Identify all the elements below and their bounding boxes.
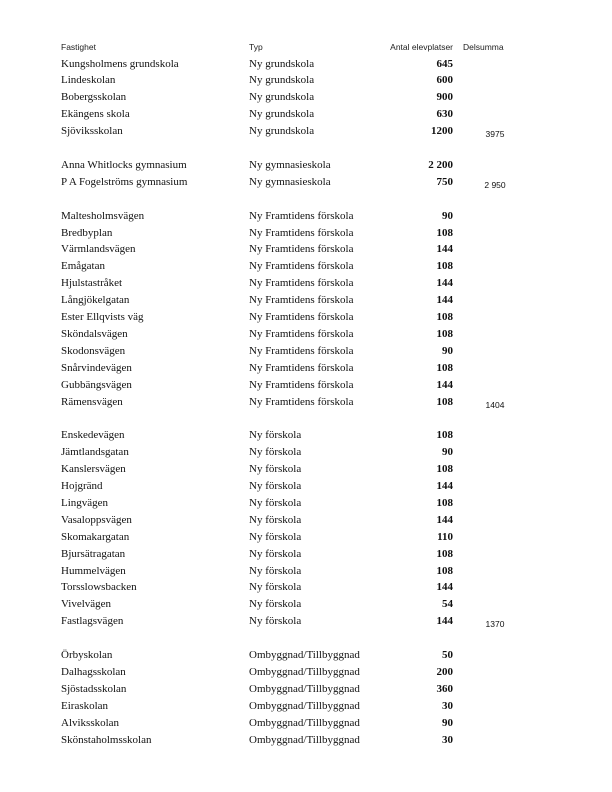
subtotal: 3975 xyxy=(485,129,505,140)
table-row xyxy=(0,210,612,226)
student-places: 360 xyxy=(436,682,453,695)
property-name: Bobergsskolan xyxy=(61,91,127,104)
property-name: Jämtlandsgatan xyxy=(61,446,129,459)
header-antal-elevplatser: Antal elevplatser xyxy=(390,42,453,52)
property-name: Torsslowsbacken xyxy=(61,581,137,594)
property-type: Ny grundskola xyxy=(249,74,315,87)
student-places: 108 xyxy=(436,260,453,273)
property-name: Värmlandsvägen xyxy=(61,243,136,256)
property-type: Ny Framtidens förskola xyxy=(249,378,354,391)
property-type: Ny gymnasieskola xyxy=(249,175,331,188)
property-type: Ny Framtidens förskola xyxy=(249,243,354,256)
property-type: Ny förskola xyxy=(249,480,302,492)
property-type: Ny Framtidens förskola xyxy=(249,294,354,307)
student-places: 108 xyxy=(436,327,453,340)
table-row xyxy=(0,227,612,243)
property-type: Ny Framtidens förskola xyxy=(249,260,354,273)
table-row xyxy=(0,531,612,547)
table-row xyxy=(0,294,612,310)
subtotal: 1404 xyxy=(485,399,505,410)
student-places: 108 xyxy=(436,311,453,323)
property-name: Skodonsvägen xyxy=(61,344,126,357)
table-row xyxy=(0,277,612,293)
property-name: Rämensvägen xyxy=(61,395,123,408)
table-row xyxy=(0,717,612,733)
property-name: Örbyskolan xyxy=(61,649,113,661)
property-type: Ny förskola xyxy=(249,429,302,442)
header-fastighet: Fastighet xyxy=(61,42,96,52)
property-name: Hjulstastråket xyxy=(61,277,123,290)
student-places: 110 xyxy=(437,530,453,543)
student-places: 144 xyxy=(436,513,453,526)
property-type: Ny förskola xyxy=(249,446,302,459)
student-places: 30 xyxy=(442,733,453,746)
student-places: 90 xyxy=(442,716,453,729)
header-delsumma: Delsumma xyxy=(463,42,504,52)
table-row xyxy=(0,497,612,513)
property-type: Ny Framtidens förskola xyxy=(249,226,354,239)
student-places: 108 xyxy=(436,429,453,442)
property-name: Anna Whitlocks gymnasium xyxy=(61,158,187,171)
student-places: 90 xyxy=(442,344,453,357)
student-places: 144 xyxy=(436,581,453,594)
table-row xyxy=(0,666,612,682)
student-places: 108 xyxy=(436,226,453,239)
property-name: Lindeskolan xyxy=(61,74,116,87)
property-name: Hummelvägen xyxy=(61,564,126,577)
property-name: Dalhagsskolan xyxy=(61,665,126,678)
student-places: 200 xyxy=(436,665,453,678)
table-row xyxy=(0,480,612,496)
student-places: 90 xyxy=(442,446,453,459)
property-type: Ny förskola xyxy=(249,564,302,577)
student-places: 645 xyxy=(436,57,453,70)
property-type: Ny Framtidens förskola xyxy=(249,209,354,222)
property-type: Ny grundskola xyxy=(249,108,315,121)
property-name: Sjöviksskolan xyxy=(61,125,123,138)
property-type: Ny förskola xyxy=(249,463,302,476)
table-row xyxy=(0,565,612,581)
table-header xyxy=(0,42,612,56)
student-places: 2 200 xyxy=(428,158,453,171)
table-row xyxy=(0,328,612,344)
table-row xyxy=(0,243,612,259)
student-places: 144 xyxy=(436,615,453,628)
table-row xyxy=(0,74,612,90)
property-name: Kanslersvägen xyxy=(61,463,126,476)
subtotal: 1370 xyxy=(485,619,505,630)
table-row xyxy=(0,345,612,361)
student-places: 144 xyxy=(436,277,453,290)
table-row xyxy=(0,700,612,716)
table-row xyxy=(0,649,612,665)
property-name: Ekängens skola xyxy=(61,108,130,121)
property-name: Snårvindevägen xyxy=(61,361,132,374)
property-type: Ny grundskola xyxy=(249,91,315,104)
table-row xyxy=(0,91,612,107)
property-type: Ny förskola xyxy=(249,598,302,611)
table-row xyxy=(0,429,612,445)
table-row xyxy=(0,446,612,462)
header-typ: Typ xyxy=(249,42,263,52)
property-name: Sköndalsvägen xyxy=(61,327,128,340)
table-row xyxy=(0,396,612,412)
property-type: Ny förskola xyxy=(249,513,302,526)
student-places: 144 xyxy=(436,378,453,391)
student-places: 1200 xyxy=(431,125,453,138)
table-row xyxy=(0,615,612,631)
property-type: Ny gymnasieskola xyxy=(249,158,331,171)
student-places: 630 xyxy=(436,108,453,121)
student-places: 108 xyxy=(436,496,453,509)
table-row xyxy=(0,58,612,74)
property-name: Bjursätragatan xyxy=(61,547,126,560)
property-name: Emågatan xyxy=(61,260,105,273)
table-row xyxy=(0,734,612,750)
property-name: Fastlagsvägen xyxy=(61,615,124,628)
property-name: Alviksskolan xyxy=(61,716,120,729)
student-places: 108 xyxy=(436,547,453,560)
table-row xyxy=(0,581,612,597)
table-row xyxy=(0,514,612,530)
table-row xyxy=(0,548,612,564)
table-row xyxy=(0,176,612,192)
property-name: Vivelvägen xyxy=(61,598,112,611)
property-type: Ny Framtidens förskola xyxy=(249,395,354,408)
property-name: Skomakargatan xyxy=(61,530,130,543)
student-places: 750 xyxy=(436,175,453,188)
student-places: 144 xyxy=(436,480,453,492)
property-type: Ny förskola xyxy=(249,547,302,560)
property-name: Eiraskolan xyxy=(61,699,109,712)
property-type: Ny förskola xyxy=(249,496,302,509)
student-places: 144 xyxy=(436,294,453,307)
student-places: 50 xyxy=(442,649,453,661)
student-places: 54 xyxy=(442,598,453,611)
property-name: Skönstaholmsskolan xyxy=(61,733,152,746)
subtotal: 2 950 xyxy=(484,179,506,190)
property-type: Ny grundskola xyxy=(249,125,315,138)
student-places: 108 xyxy=(436,564,453,577)
property-type: Ombyggnad/Tillbyggnad xyxy=(249,733,360,746)
property-type: Ny förskola xyxy=(249,581,302,594)
property-name: Enskedevägen xyxy=(61,429,125,442)
property-name: Ester Ellqvists väg xyxy=(61,311,144,323)
property-type: Ombyggnad/Tillbyggnad xyxy=(249,665,360,678)
property-type: Ombyggnad/Tillbyggnad xyxy=(249,682,360,695)
property-name: Sjöstadsskolan xyxy=(61,682,127,695)
table-row xyxy=(0,311,612,327)
property-type: Ny Framtidens förskola xyxy=(249,361,354,374)
property-name: Kungsholmens grundskola xyxy=(61,57,179,70)
property-name: Hojgränd xyxy=(61,480,103,492)
property-name: Långjökelgatan xyxy=(61,294,130,307)
property-type: Ny Framtidens förskola xyxy=(249,277,354,290)
student-places: 144 xyxy=(436,243,453,256)
table-row xyxy=(0,125,612,141)
table-row xyxy=(0,598,612,614)
student-places: 30 xyxy=(442,699,453,712)
property-name: Maltesholmsvägen xyxy=(61,209,145,222)
student-places: 600 xyxy=(436,74,453,87)
property-name: Gubbängsvägen xyxy=(61,378,132,391)
property-type: Ny Framtidens förskola xyxy=(249,311,354,323)
property-type: Ombyggnad/Tillbyggnad xyxy=(249,649,360,661)
property-type: Ny Framtidens förskola xyxy=(249,344,354,357)
table-row xyxy=(0,108,612,124)
property-type: Ny grundskola xyxy=(249,57,315,70)
table-row xyxy=(0,159,612,175)
property-name: Vasaloppsvägen xyxy=(61,513,132,526)
table-row xyxy=(0,683,612,699)
property-type: Ombyggnad/Tillbyggnad xyxy=(249,699,360,712)
table-row xyxy=(0,362,612,378)
property-type: Ny förskola xyxy=(249,530,302,543)
table-row xyxy=(0,463,612,479)
student-places: 108 xyxy=(436,463,453,476)
student-places: 108 xyxy=(436,361,453,374)
table-row xyxy=(0,379,612,395)
property-type: Ombyggnad/Tillbyggnad xyxy=(249,716,360,729)
student-places: 108 xyxy=(436,395,453,408)
property-type: Ny Framtidens förskola xyxy=(249,327,354,340)
student-places: 90 xyxy=(442,209,453,222)
property-name: P A Fogelströms gymnasium xyxy=(61,175,188,188)
property-name: Bredbyplan xyxy=(61,226,113,239)
table-row xyxy=(0,260,612,276)
property-type: Ny förskola xyxy=(249,615,302,628)
student-places: 900 xyxy=(436,91,453,104)
property-name: Lingvägen xyxy=(61,496,109,509)
